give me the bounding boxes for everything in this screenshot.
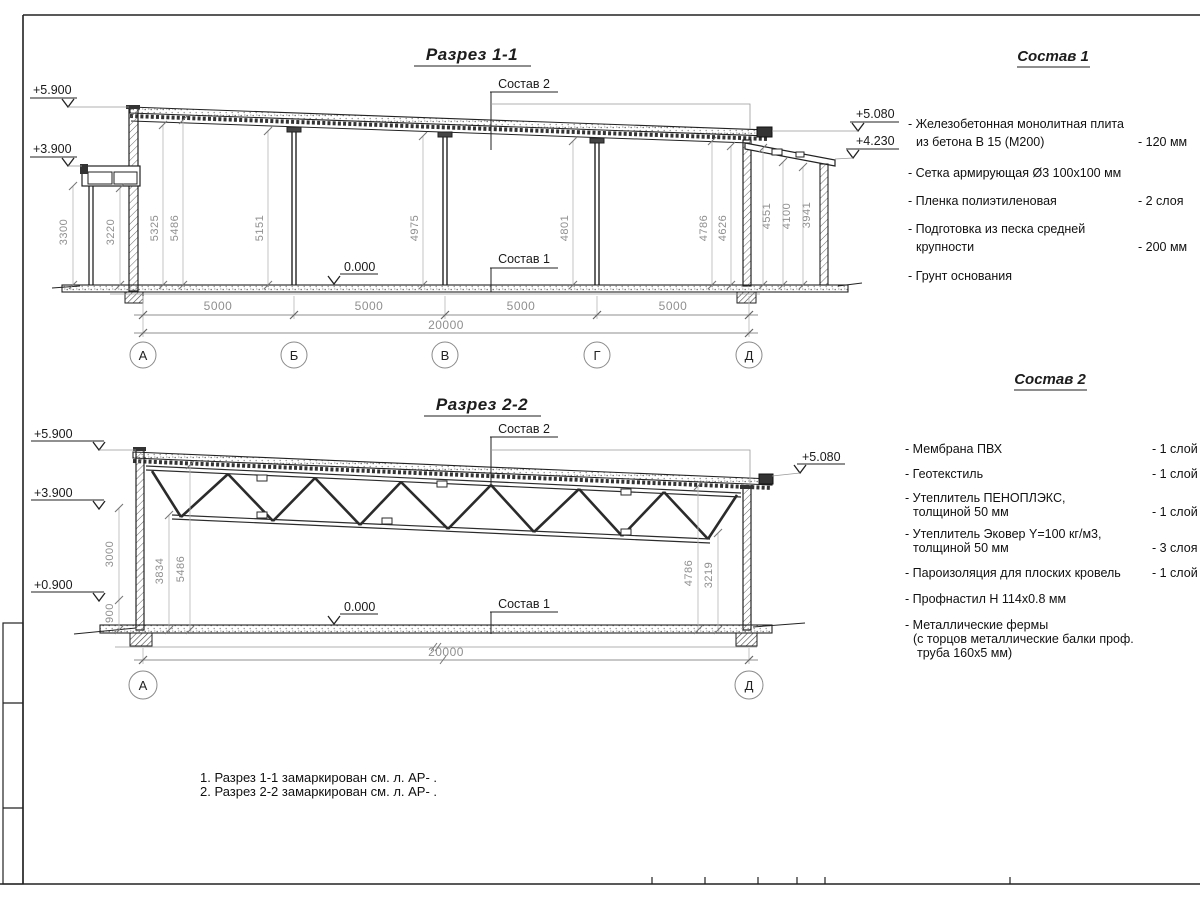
floor xyxy=(52,283,862,303)
vdim-900: 900 xyxy=(104,603,116,623)
s1-item2-l1: - Сетка армирующая Ø3 100х100 мм xyxy=(908,166,1122,180)
note-1: 1. Разрез 1-1 замаркирован см. л. АР- . xyxy=(200,770,438,785)
s1-item4-l1: - Подготовка из песка средней xyxy=(908,222,1086,236)
frame-margin-boxes xyxy=(3,623,23,884)
vdim-3220: 3220 xyxy=(105,218,117,246)
zero-level-mark xyxy=(328,260,378,284)
s2-item4-l2: толщиной 50 мм xyxy=(913,541,1009,555)
axis-bubbles-s1 xyxy=(130,342,762,368)
callout-sostav1-label: Состав 1 xyxy=(498,252,550,266)
s1-item1-l1: - Железобетонная монолитная плита xyxy=(908,117,1124,131)
vdim-4100: 4100 xyxy=(781,202,793,230)
s2-item2-value: - 1 слой xyxy=(1152,467,1198,481)
sostav2-list xyxy=(905,371,1198,660)
callout-sostav1-s2-label: Состав 1 xyxy=(498,597,550,611)
callout-sostav2-s2-label: Состав 2 xyxy=(498,422,550,436)
vdim-3300: 3300 xyxy=(58,218,70,246)
zero-label: 0.000 xyxy=(344,260,376,274)
vdim-3834: 3834 xyxy=(154,557,166,585)
zero-label-s2: 0.000 xyxy=(344,600,376,614)
bay-dim-2: 5000 xyxy=(354,299,384,313)
s1-item1-l2: из бетона В 15 (М200) xyxy=(916,135,1045,149)
wall-axis-d xyxy=(743,140,751,286)
bay-dim-1: 5000 xyxy=(203,299,233,313)
s2-item5-value: - 1 слой xyxy=(1152,566,1198,580)
vdim-3941: 3941 xyxy=(801,201,813,229)
zero-level-mark-s2 xyxy=(328,600,378,624)
s2-item1-l1: - Мембрана ПВХ xyxy=(905,442,1003,456)
vertical-dims-s2 xyxy=(104,461,722,634)
elev-5900: +5.900 xyxy=(33,83,72,97)
elev-5080: +5.080 xyxy=(856,107,895,121)
total-dim: 20000 xyxy=(428,318,464,332)
vdim-4551: 4551 xyxy=(761,202,773,230)
elevation-marks-left-s2 xyxy=(31,427,136,601)
s2-item3-l1: - Утеплитель ПЕНОПЛЭКС, xyxy=(905,491,1066,505)
roof-edge-block-2 xyxy=(759,474,773,484)
elevation-mark-right-s2 xyxy=(772,450,845,476)
s1-item3-l1: - Пленка полиэтиленовая xyxy=(908,194,1057,208)
horizontal-dim-s2 xyxy=(134,645,758,664)
s1-item5-l1: - Грунт основания xyxy=(908,269,1013,283)
s2-item3-value: - 1 слой xyxy=(1152,505,1198,519)
axis-d-s2: Д xyxy=(744,678,754,693)
wall-right-cap-s2 xyxy=(740,485,753,489)
axis-bubbles-s2 xyxy=(129,671,763,699)
s2-item6-l1: - Профнастил Н 114х0.8 мм xyxy=(905,592,1067,606)
vdim-4626: 4626 xyxy=(717,214,729,242)
section1-roof xyxy=(130,107,772,143)
total-dim-s2: 20000 xyxy=(428,645,464,659)
note-2: 2. Разрез 2-2 замаркирован см. л. АР- . xyxy=(200,784,438,799)
sostav1-heading: Состав 1 xyxy=(1017,48,1089,65)
axis-a-s2: А xyxy=(138,678,148,693)
section1-title: Разрез 1-1 xyxy=(425,45,519,64)
elev-3900-s2: +3.900 xyxy=(34,486,73,500)
section-1-1 xyxy=(30,45,899,368)
s1-item4-l2: крупности xyxy=(916,240,975,254)
s2-item4-value: - 3 слоя xyxy=(1152,541,1198,555)
s2-item4-l1: - Утеплитель Эковер Y=100 кг/м3, xyxy=(905,527,1102,541)
vdim-4975: 4975 xyxy=(409,214,421,242)
s2-item7-l1: - Металлические фермы xyxy=(905,618,1049,632)
vdim-4801: 4801 xyxy=(559,214,571,242)
axis-d: Д xyxy=(744,348,754,363)
vertical-dims xyxy=(58,116,813,289)
axis-b: Б xyxy=(289,348,299,363)
foundation-right-s2 xyxy=(736,633,757,646)
bay-dim-3: 5000 xyxy=(506,299,536,313)
elev-0900-s2: +0.900 xyxy=(34,578,73,592)
s2-item7-l2: (с торцов металлические балки проф. xyxy=(913,632,1134,646)
wall-right-s2 xyxy=(743,487,751,630)
vdim-4786-s2: 4786 xyxy=(683,559,695,587)
vdim-3000: 3000 xyxy=(104,540,116,568)
elev-5080-s2: +5.080 xyxy=(802,450,841,464)
callout-sostav2 xyxy=(490,77,750,150)
s2-item1-value: - 1 слой xyxy=(1152,442,1198,456)
axis-v: В xyxy=(440,348,450,363)
callout-sostav2-label: Состав 2 xyxy=(498,77,550,91)
vdim-5486: 5486 xyxy=(169,214,181,242)
vdim-5325: 5325 xyxy=(149,214,161,242)
vdim-4786: 4786 xyxy=(698,214,710,242)
elev-3900: +3.900 xyxy=(33,142,72,156)
s2-item5-l1: - Пароизоляция для плоских кровель xyxy=(905,566,1121,580)
titleblock-ticks xyxy=(652,877,1010,884)
bay-dim-4: 5000 xyxy=(658,299,688,313)
axis-g: Г xyxy=(593,348,601,363)
wall-left xyxy=(129,107,138,291)
section-2-2 xyxy=(31,395,845,699)
s1-item3-value: - 2 слоя xyxy=(1138,194,1184,208)
columns xyxy=(287,127,604,285)
axis-a: А xyxy=(138,348,148,363)
s2-item2-l1: - Геотекстиль xyxy=(905,467,984,481)
horizontal-dims xyxy=(134,296,758,337)
vdim-5486-s2: 5486 xyxy=(175,555,187,583)
s1-item4-value: - 200 мм xyxy=(1138,240,1188,254)
foundation-left-s2 xyxy=(130,633,152,646)
s1-item1-value: - 120 мм xyxy=(1138,135,1188,149)
notes xyxy=(200,770,437,799)
vdim-5151: 5151 xyxy=(254,214,266,242)
elevation-marks-left xyxy=(30,83,129,166)
section2-title: Разрез 2-2 xyxy=(435,395,529,414)
s2-item3-l2: толщиной 50 мм xyxy=(913,505,1009,519)
elev-4230: +4.230 xyxy=(856,134,895,148)
roof-edge-block xyxy=(757,127,772,137)
s2-item7-l3: труба 160х5 мм) xyxy=(917,646,1013,660)
sostav2-heading: Состав 2 xyxy=(1014,371,1086,388)
vdim-3219: 3219 xyxy=(703,561,715,589)
elev-5900-s2: +5.900 xyxy=(34,427,73,441)
sostav1-list xyxy=(908,48,1187,283)
wall-left-s2 xyxy=(136,449,144,630)
